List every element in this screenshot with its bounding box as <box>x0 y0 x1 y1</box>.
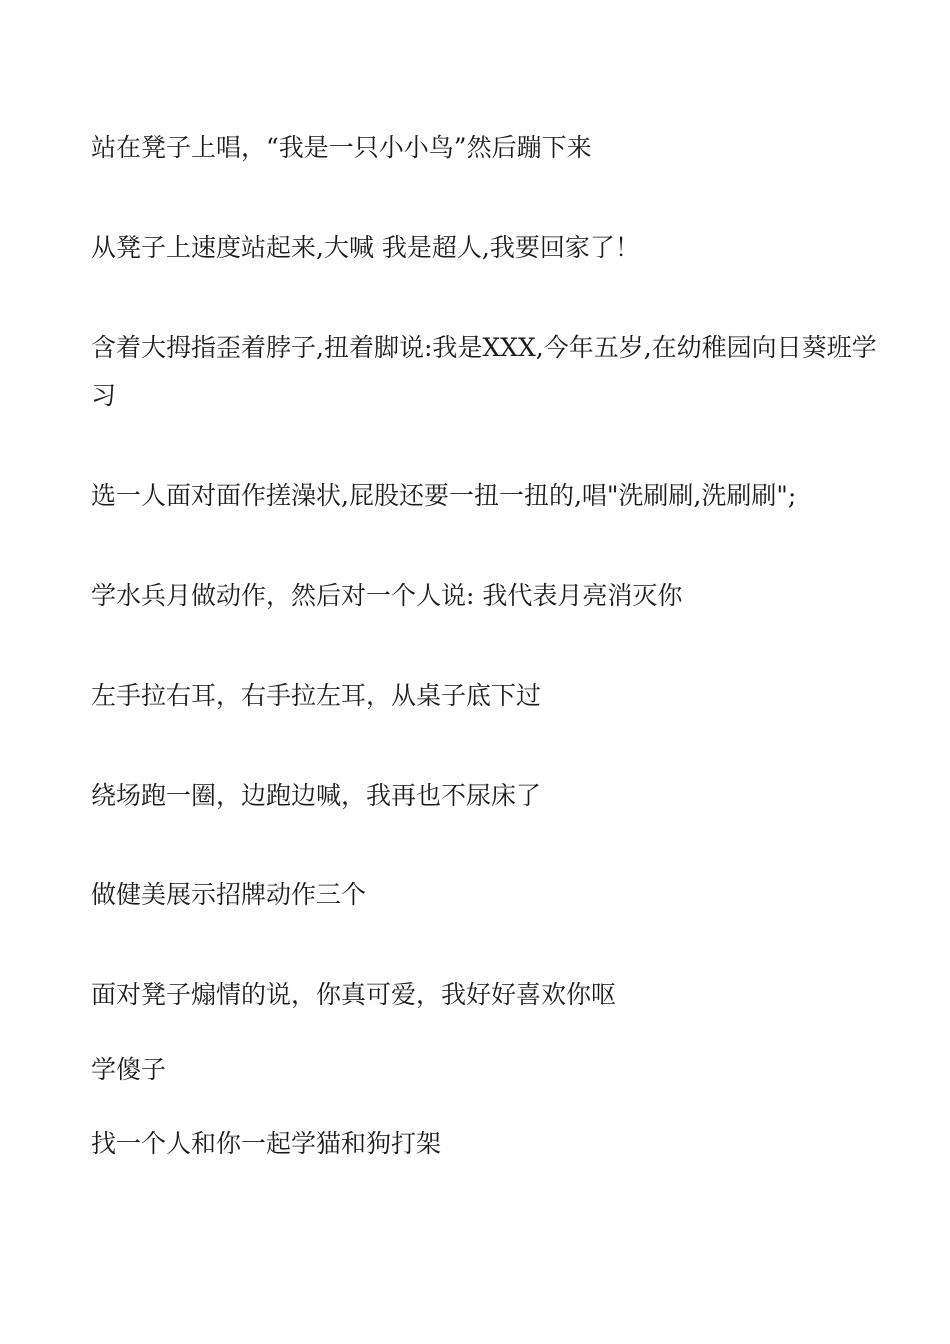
text-line-3: 含着大拇指歪着脖子,扭着脚说:我是XXX,今年五岁,在幼稚园向日葵班学习 <box>91 333 877 410</box>
text-line-4: 选一人面对面作搓澡状,屁股还要一扭一扭的,唱"洗刷刷,洗刷刷"; <box>91 481 797 510</box>
text-line-11: 找一个人和你一起学猫和狗打架 <box>91 1129 442 1158</box>
text-line-8: 做健美展示招牌动作三个 <box>91 880 367 909</box>
text-line-6: 左手拉右耳，右手拉左耳，从桌子底下过 <box>91 681 542 710</box>
text-line-7: 绕场跑一圈，边跑边喊，我再也不尿床了 <box>91 781 542 810</box>
text-line-9: 面对凳子煽情的说，你真可爱，我好好喜欢你呕 <box>91 980 617 1009</box>
text-line-10: 学傻子 <box>91 1055 167 1084</box>
text-line-2: 从凳子上速度站起来,大喊 我是超人,我要回家了！ <box>91 233 640 262</box>
text-line-5: 学水兵月做动作，然后对一个人说: 我代表月亮消灭你 <box>91 581 683 610</box>
text-line-1: 站在凳子上唱，“我是一只小小鸟”然后蹦下来 <box>91 133 592 162</box>
